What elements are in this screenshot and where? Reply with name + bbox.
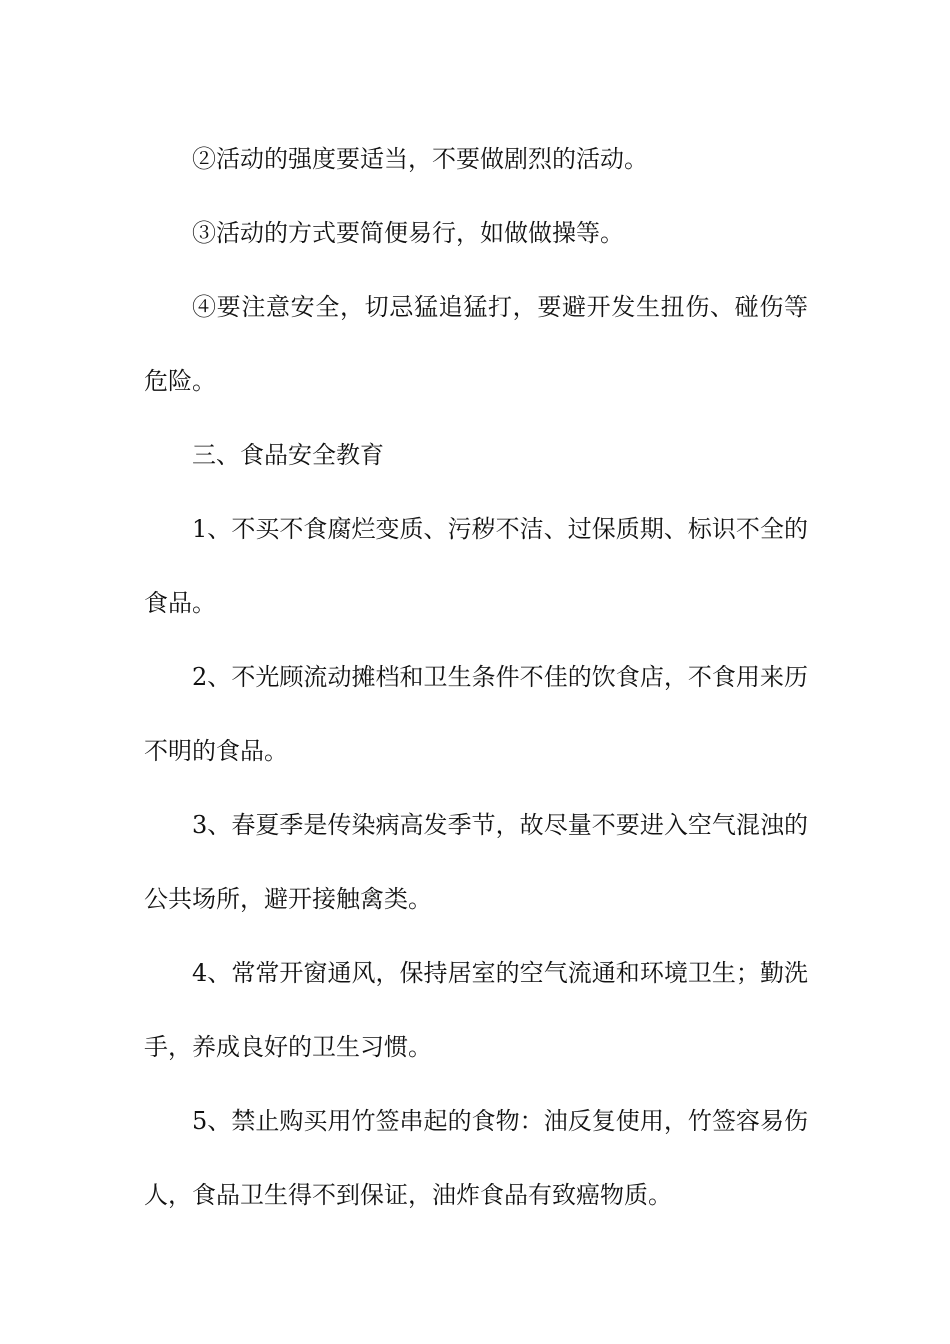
paragraph-food-item-3: 3、春夏季是传染病高发季节，故尽量不要进入空气混浊的公共场所，避开接触禽类。 xyxy=(144,811,808,913)
paragraph-activity-intensity: ②活动的强度要适当，不要做剧烈的活动。 xyxy=(192,145,648,173)
paragraph-food-item-1: 1、不买不食腐烂变质、污秽不洁、过保质期、标识不全的食品。 xyxy=(144,515,808,617)
document-body xyxy=(144,122,808,1232)
section-heading-food-safety: 三、食品安全教育 xyxy=(192,441,384,469)
paragraph-food-item-4: 4、常常开窗通风，保持居室的空气流通和环境卫生；勤洗手，养成良好的卫生习惯。 xyxy=(144,959,808,1061)
paragraph-activity-safety: ④要注意安全，切忌猛追猛打，要避开发生扭伤、碰伤等危险。 xyxy=(144,293,808,395)
paragraph-activity-method: ③活动的方式要简便易行，如做做操等。 xyxy=(192,219,624,247)
paragraph-food-item-5: 5、禁止购买用竹签串起的食物：油反复使用，竹签容易伤人，食品卫生得不到保证，油炸食品有致癌物质。 xyxy=(144,1107,808,1209)
paragraph-food-item-2: 2、不光顾流动摊档和卫生条件不佳的饮食店，不食用来历不明的食品。 xyxy=(144,663,808,765)
